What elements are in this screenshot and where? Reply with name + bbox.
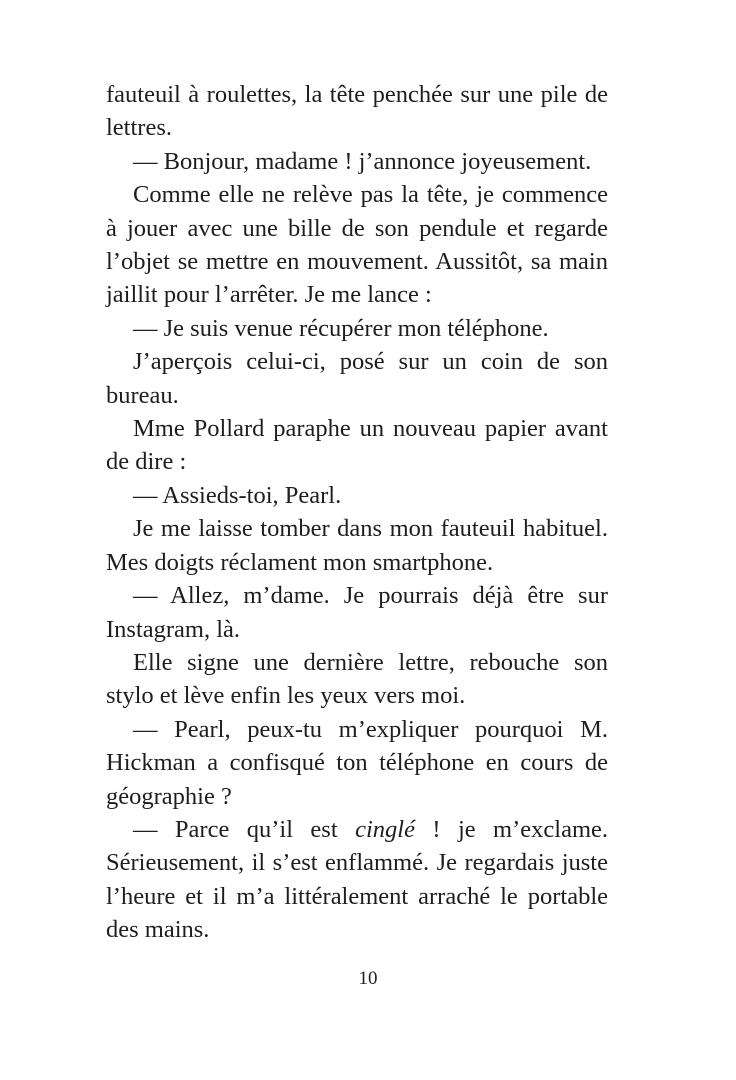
paragraph-8: Je me laisse tomber dans mon fauteuil habituel. Mes doigts réclament mon smartphone. [106,515,608,576]
paragraph-6: Mme Pollard paraphe un nouveau papier avant de dire : [106,415,608,476]
page-number: 10 [358,968,378,989]
paragraph-3: Comme elle ne relève pas la tête, je commence à jouer avec une bille de son pendule et regarde l’objet se mettre en mouvement. Aussitôt, sa main jaillit pour l’arrêter. Je me lance : [106,181,608,309]
paragraph-5: J’aperçois celui-ci, posé sur un coin de son bureau. [106,348,608,409]
paragraph-9: — Allez, m’dame. Je pourrais déjà être sur Instagram, là. [106,582,608,643]
paragraph-11: — Pearl, peux-tu m’expliquer pourquoi M. Hickman a confisqué ton téléphone en cours de géographie ? [106,715,608,810]
paragraph-4: — Je suis venue récupérer mon téléphone. [133,314,549,342]
paragraph-12-start: — Parce qu’il est [133,815,356,843]
paragraph-1: fauteuil à roulettes, la tête penchée sur une pile de lettres. [106,81,608,142]
emphasis-word: cinglé [355,815,415,843]
paragraph-12-end: ! je m’exclame. Sérieusement, il s’est enflammé. Je regardais juste l’heure et il m’a littéralement arraché le portable des mains. [106,815,608,944]
paragraph-2: — Bonjour, madame ! j’annonce joyeusement. [133,147,592,175]
paragraph-12 [106,813,608,947]
paragraph-10: Elle signe une dernière lettre, rebouche son stylo et lève enfin les yeux vers moi. [106,648,608,710]
body-text [106,78,608,947]
paragraph-7: — Assieds-toi, Pearl. [133,481,342,509]
